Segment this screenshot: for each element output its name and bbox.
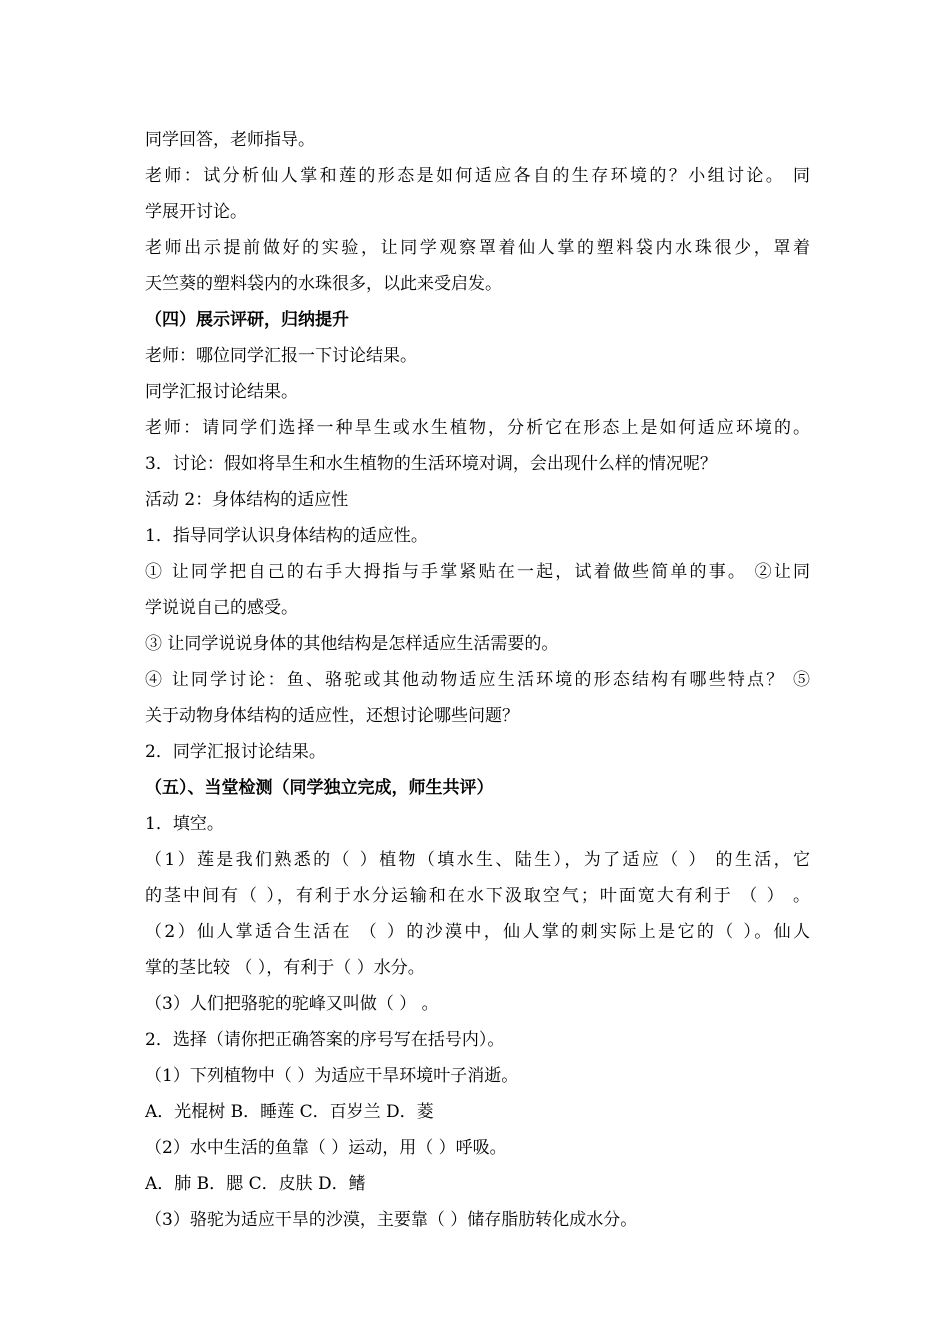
text-line: 2．同学汇报讨论结果。 [145, 742, 326, 762]
text-line: 1．指导同学认识身体结构的适应性。 [145, 526, 428, 546]
text-line: 3．讨论：假如将旱生和水生植物的生活环境对调，会出现什么样的情况呢？ [145, 454, 717, 474]
text-line: 同学汇报讨论结果。 [145, 382, 298, 402]
document-body [145, 122, 810, 1238]
text-line: 学展开讨论。 [145, 202, 247, 222]
text-line: A．光棍树 B．睡莲 C．百岁兰 D．菱 [145, 1102, 434, 1122]
text-line: 同学回答，老师指导。 [145, 130, 315, 150]
text-line: （2）仙人掌适合生活在 （ ）的沙漠中，仙人掌的刺实际上是它的（ ）。仙人 [145, 922, 810, 942]
text-line: （3）人们把骆驼的驼峰又叫做（ ） 。 [145, 994, 439, 1014]
text-line: （2）水中生活的鱼靠（ ）运动，用（ ）呼吸。 [145, 1138, 507, 1158]
text-line: 掌的茎比较 （ ），有利于（ ）水分。 [145, 958, 425, 978]
text-line: ① 让同学把自己的右手大拇指与手掌紧贴在一起，试着做些简单的事。 ②让同 [145, 562, 810, 582]
text-line: 老师：试分析仙人掌和莲的形态是如何适应各自的生存环境的？小组讨论。 同 [145, 166, 810, 186]
text-line: 活动 2：身体结构的适应性 [145, 490, 349, 510]
text-line: 老师：哪位同学汇报一下讨论结果。 [145, 346, 417, 366]
section-heading: （四）展示评研，归纳提升 [145, 310, 349, 330]
text-line: A．肺 B．腮 C．皮肤 D．鳍 [145, 1174, 366, 1194]
section-heading: （五）、当堂检测（同学独立完成，师生共评） [145, 778, 494, 798]
text-line: 老师出示提前做好的实验，让同学观察罩着仙人掌的塑料袋内水珠很少，罩着 [145, 238, 810, 258]
text-line: 1．填空。 [145, 814, 224, 834]
text-line: 关于动物身体结构的适应性，还想讨论哪些问题？ [145, 706, 519, 726]
text-line: ④ 让同学讨论：鱼、骆驼或其他动物适应生活环境的形态结构有哪些特点？ ⑤ [145, 670, 810, 690]
text-line: 2．选择（请你把正确答案的序号写在括号内）。 [145, 1030, 505, 1050]
text-line: （1）莲是我们熟悉的（ ）植物（填水生、陆生），为了适应（ ） 的生活，它 [145, 850, 810, 870]
text-line: （3）骆驼为适应干旱的沙漠，主要靠（ ）储存脂肪转化成水分。 [145, 1210, 638, 1230]
text-line: 学说说自己的感受。 [145, 598, 298, 618]
text-line: ③ 让同学说说身体的其他结构是怎样适应生活需要的。 [145, 634, 559, 654]
text-line: 天竺葵的塑料袋内的水珠很多，以此来受启发。 [145, 274, 502, 294]
text-line: （1）下列植物中（ ）为适应干旱环境叶子消逝。 [145, 1066, 519, 1086]
text-line: 老师：请同学们选择一种旱生或水生植物，分析它在形态上是如何适应环境的。 [145, 418, 810, 438]
text-line: 的茎中间有（ ），有利于水分运输和在水下汲取空气；叶面宽大有利于 （ ） 。 [145, 886, 810, 906]
